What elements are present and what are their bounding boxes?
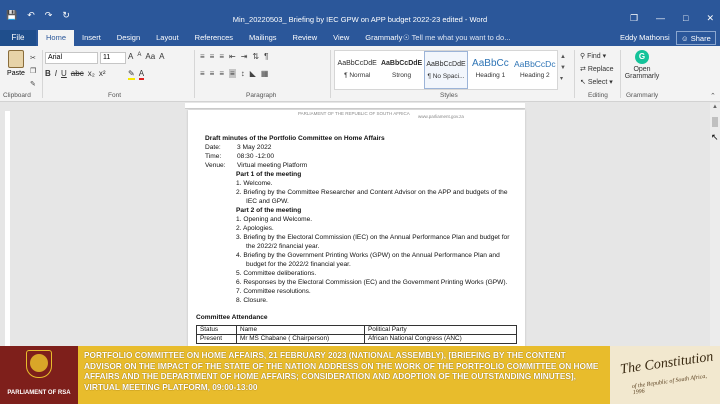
style-preview: AaBbCcDdE [380,60,423,67]
styles-group-label: Styles [440,92,458,99]
grammarly-group-label: Grammarly [626,92,659,99]
replace-button[interactable] [580,63,614,76]
align-right-icon[interactable]: ≡ [219,69,225,78]
decrease-indent-icon[interactable]: ⇤ [229,52,236,61]
time-label: Time: [205,153,222,160]
tab-references[interactable]: References [194,33,234,42]
paragraph-row-2 [200,69,268,78]
scroll-up-icon[interactable]: ▲ [712,104,718,110]
table-cell: Mr MS Chabane ( Chairperson) [237,335,365,344]
separator [620,50,621,98]
paste-button[interactable] [4,50,28,77]
attendance-heading: Committee Attendance [196,314,268,321]
time-value: 08:30 -12:00 [237,153,275,160]
style-strong[interactable] [379,51,423,89]
tab-view[interactable]: View [333,33,350,42]
list-item: 2. Briefing by the Committee Researcher and Content Advisor on the APP and budgets of the IEC and GPW. [236,189,508,205]
cursor-icon: ↖ [580,79,588,86]
style-preview: AaBbCcDdE [426,61,466,68]
styles-scroll [560,52,566,85]
style-name: ¶ No Spaci... [427,73,465,80]
tab-mailings[interactable]: Mailings [249,33,277,42]
list-item: 1. Welcome. [236,180,273,187]
borders-icon[interactable]: ▦ [260,69,269,78]
ribbon-home [0,46,720,102]
scrollbar-thumb[interactable] [712,117,718,127]
list-item: 7. Committee resolutions. [236,288,311,295]
restore-icon[interactable]: ❐ [629,13,639,23]
underline-button[interactable]: U [61,69,67,78]
tab-file[interactable]: File [0,30,36,46]
horizontal-ruler[interactable] [185,103,525,109]
collapse-ribbon-icon[interactable]: ⌃ [710,93,716,100]
align-left-icon[interactable]: ≡ [200,69,205,78]
select-label: Select [587,79,608,86]
style-no-spacing[interactable] [424,51,468,89]
document-area [0,103,720,348]
share-button[interactable] [676,31,716,45]
lightbulb-icon: ☉ [403,33,412,42]
style-preview: AaBbCc [472,58,509,69]
separator [330,50,331,98]
style-preview: AaBbCcDdE [337,60,377,67]
open-grammarly-button[interactable] [624,50,660,80]
date-label: Date: [205,144,221,151]
part2-heading: Part 2 of the meeting [236,207,302,214]
style-name: ¶ Normal [344,72,371,79]
style-heading-2[interactable] [513,51,557,89]
tab-layout[interactable]: Layout [156,33,179,42]
paragraph-group-label: Paragraph [246,92,277,99]
font-size-select[interactable]: 11 [100,52,126,64]
style-name: Strong [392,72,412,79]
increase-indent-icon[interactable]: ⇥ [240,52,248,61]
time-line [205,152,517,161]
list-item: 8. Closure. [236,297,268,304]
editing-group [580,50,614,89]
grammarly-open-label: Open [633,66,651,73]
mouse-cursor-icon: ↖ [711,132,719,142]
font-color-button[interactable]: A [138,69,145,78]
find-button[interactable] [580,50,614,63]
find-label: Find [587,53,601,60]
justify-icon[interactable]: ≡ [230,69,235,78]
style-name: Heading 2 [519,72,550,79]
constitution-graphic [610,346,720,404]
crest-label: PARLIAMENT OF RSA [7,390,71,396]
sort-icon[interactable]: ⇅ [252,52,260,61]
table-header-row [197,326,517,335]
highlight-color-icon[interactable]: ✎ [128,69,135,78]
tell-me-text: Tell me what you want to do... [411,33,511,42]
letterhead-url: www.parliament.gov.za [418,114,464,119]
numbering-icon[interactable]: ≡ [209,52,215,61]
constitution-title: The Constitution [619,349,715,378]
font-grow-shrink [128,52,165,61]
share-label: Share [690,34,711,43]
title-bar [0,0,720,30]
shading-icon[interactable]: ◣ [249,69,256,78]
style-preview: AaBbCcDc [514,59,556,69]
format-painter-icon[interactable]: ✎ [30,81,36,88]
subscript-button[interactable]: x₂ [87,69,95,78]
letterhead-text: PARLIAMENT OF THE REPUBLIC OF SOUTH AFRICA [298,111,410,116]
clipboard-icon [8,50,24,68]
attendance-table [196,325,517,344]
separator [194,50,195,98]
line-spacing-icon[interactable]: ↕ [240,69,245,78]
align-center-icon[interactable]: ≡ [209,69,215,78]
change-case-button[interactable]: Aa [145,52,156,61]
list-item: 1. Opening and Welcome. [236,216,313,223]
cut-icon[interactable]: ✂ [30,55,36,62]
repeat-icon[interactable]: ↻ [62,10,70,20]
date-value: 3 May 2022 [237,144,272,151]
tab-review[interactable]: Review [292,33,318,42]
styles-gallery [334,50,558,90]
font-format-row [45,69,105,78]
tab-insert[interactable]: Insert [82,33,101,42]
list-item: 2. Apologies. [236,225,274,232]
list-item: 5. Committee deliberations. [236,270,317,277]
minutes-title: Draft minutes of the Portfolio Committee on Home Affairs [205,135,385,142]
style-heading-1[interactable] [468,51,512,89]
tell-me-box[interactable] [403,30,510,46]
venue-line [205,161,517,170]
paste-label: Paste [7,70,25,77]
tab-design[interactable]: Design [116,33,141,42]
document-page[interactable] [188,110,525,348]
chevron-down-icon: ▾ [609,79,613,86]
venue-label: Venue: [205,162,226,169]
ribbon-tab-row [0,30,720,46]
table-cell: African National Congress (ANC) [365,335,517,344]
vertical-ruler[interactable] [5,111,10,348]
chevron-down-icon[interactable]: ▼ [560,65,566,71]
clipboard-tools [30,52,36,91]
save-icon[interactable]: 💾 [6,10,18,20]
minimize-icon[interactable]: — [656,13,666,23]
bullets-icon[interactable]: ≡ [200,52,205,61]
shrink-font-button[interactable]: A [137,52,142,58]
chevron-down-icon: ▾ [602,53,607,60]
table-header-cell: Name [237,326,365,335]
tab-grammarly[interactable]: Grammarly [365,33,403,42]
style-normal[interactable] [335,51,379,89]
strikethrough-button[interactable]: abc [70,69,84,78]
select-button[interactable] [580,76,614,89]
grow-font-button[interactable]: A [128,52,134,61]
clear-format-button[interactable]: A [159,52,165,61]
italic-button[interactable]: I [54,69,58,78]
date-line [205,143,517,152]
separator [574,50,575,98]
search-icon: ⚲ [580,53,588,60]
constitution-subtitle: of the Republic of South Africa, 1996 [631,373,708,397]
bold-button[interactable]: B [45,69,51,78]
copy-icon[interactable]: ❐ [30,68,37,75]
list-item: 3. Briefing by the Electoral Commission (IEC) on the Annual Performance Plan and budget for the 2022/2 financial year. [236,234,510,250]
chevron-up-icon[interactable]: ▲ [560,54,566,60]
venue-value: Virtual meeting Platform [237,162,308,169]
replace-label: Replace [587,66,614,73]
parliament-crest [0,346,78,404]
banner-headline: PORTFOLIO COMMITTEE ON HOME AFFAIRS, 21 FEBRUARY 2023 (NATIONAL ASSEMBLY), [BRIEFING BY THE CONTENT ADVISOR ON THE IMPACT OF THE STATE OF THE NATION ADDRESS ON THE WORK OF THE PORTFOLIO COMMITTEE ON HOME AFFAIRS AND THE DEPARTMENT OF HOME AFFAIRS; CONSIDERATION AND ADOPTION OF THE OUTSTANDING MINUTES], VIRTUAL MEETING PLATFORM, 09:00-13:00 [84,350,599,392]
tab-home[interactable]: Home [38,30,74,46]
table-header-cell: Political Party [365,326,517,335]
person-icon: ☺ [681,34,691,43]
maximize-icon[interactable]: □ [683,13,689,23]
editing-group-label: Editing [588,92,608,99]
document-body [196,134,517,344]
table-header-cell: Status [197,326,237,335]
grammarly-name-label: Grammarly [624,73,660,80]
list-item: 4. Briefing by the Government Printing Works (GPW) on the Annual Performance Plan and budget for the 2022/2 financial year. [236,252,500,268]
undo-icon[interactable]: ↶ [27,10,35,20]
broadcast-banner [0,346,720,404]
redo-icon[interactable]: ↷ [44,10,53,20]
superscript-button[interactable]: x² [98,69,106,78]
list-item: 6. Responses by the Electoral Commission (EC) and the Government Printing Works (GPW). [236,279,508,286]
grammarly-icon: G [635,50,649,64]
more-styles-icon[interactable]: ▾ [560,76,564,82]
crest-sun-icon [30,354,48,372]
window-controls [630,13,714,24]
letterhead [188,110,525,120]
part1-heading: Part 1 of the meeting [236,171,302,178]
window-title: Min_20220503_ Briefing by IEC GPW on APP budget 2022-23 edited - Word [232,15,488,24]
style-name: Heading 1 [475,72,506,79]
font-group-label: Font [108,92,122,99]
show-marks-icon[interactable]: ¶ [264,52,269,61]
separator [42,50,43,98]
clipboard-group-label: Clipboard [3,92,31,99]
font-name-select[interactable]: Arial [45,52,98,64]
user-name[interactable]: Eddy Mathonsi [620,33,670,42]
close-icon[interactable]: ✕ [706,13,714,23]
table-cell: Present [197,335,237,344]
font-color-row [128,69,144,80]
multilevel-list-icon[interactable]: ≡ [219,52,225,61]
ribbon-tabs [38,30,410,46]
table-row [197,335,517,344]
replace-icon: ⇄ [580,66,588,73]
paragraph-row-1 [200,52,268,61]
